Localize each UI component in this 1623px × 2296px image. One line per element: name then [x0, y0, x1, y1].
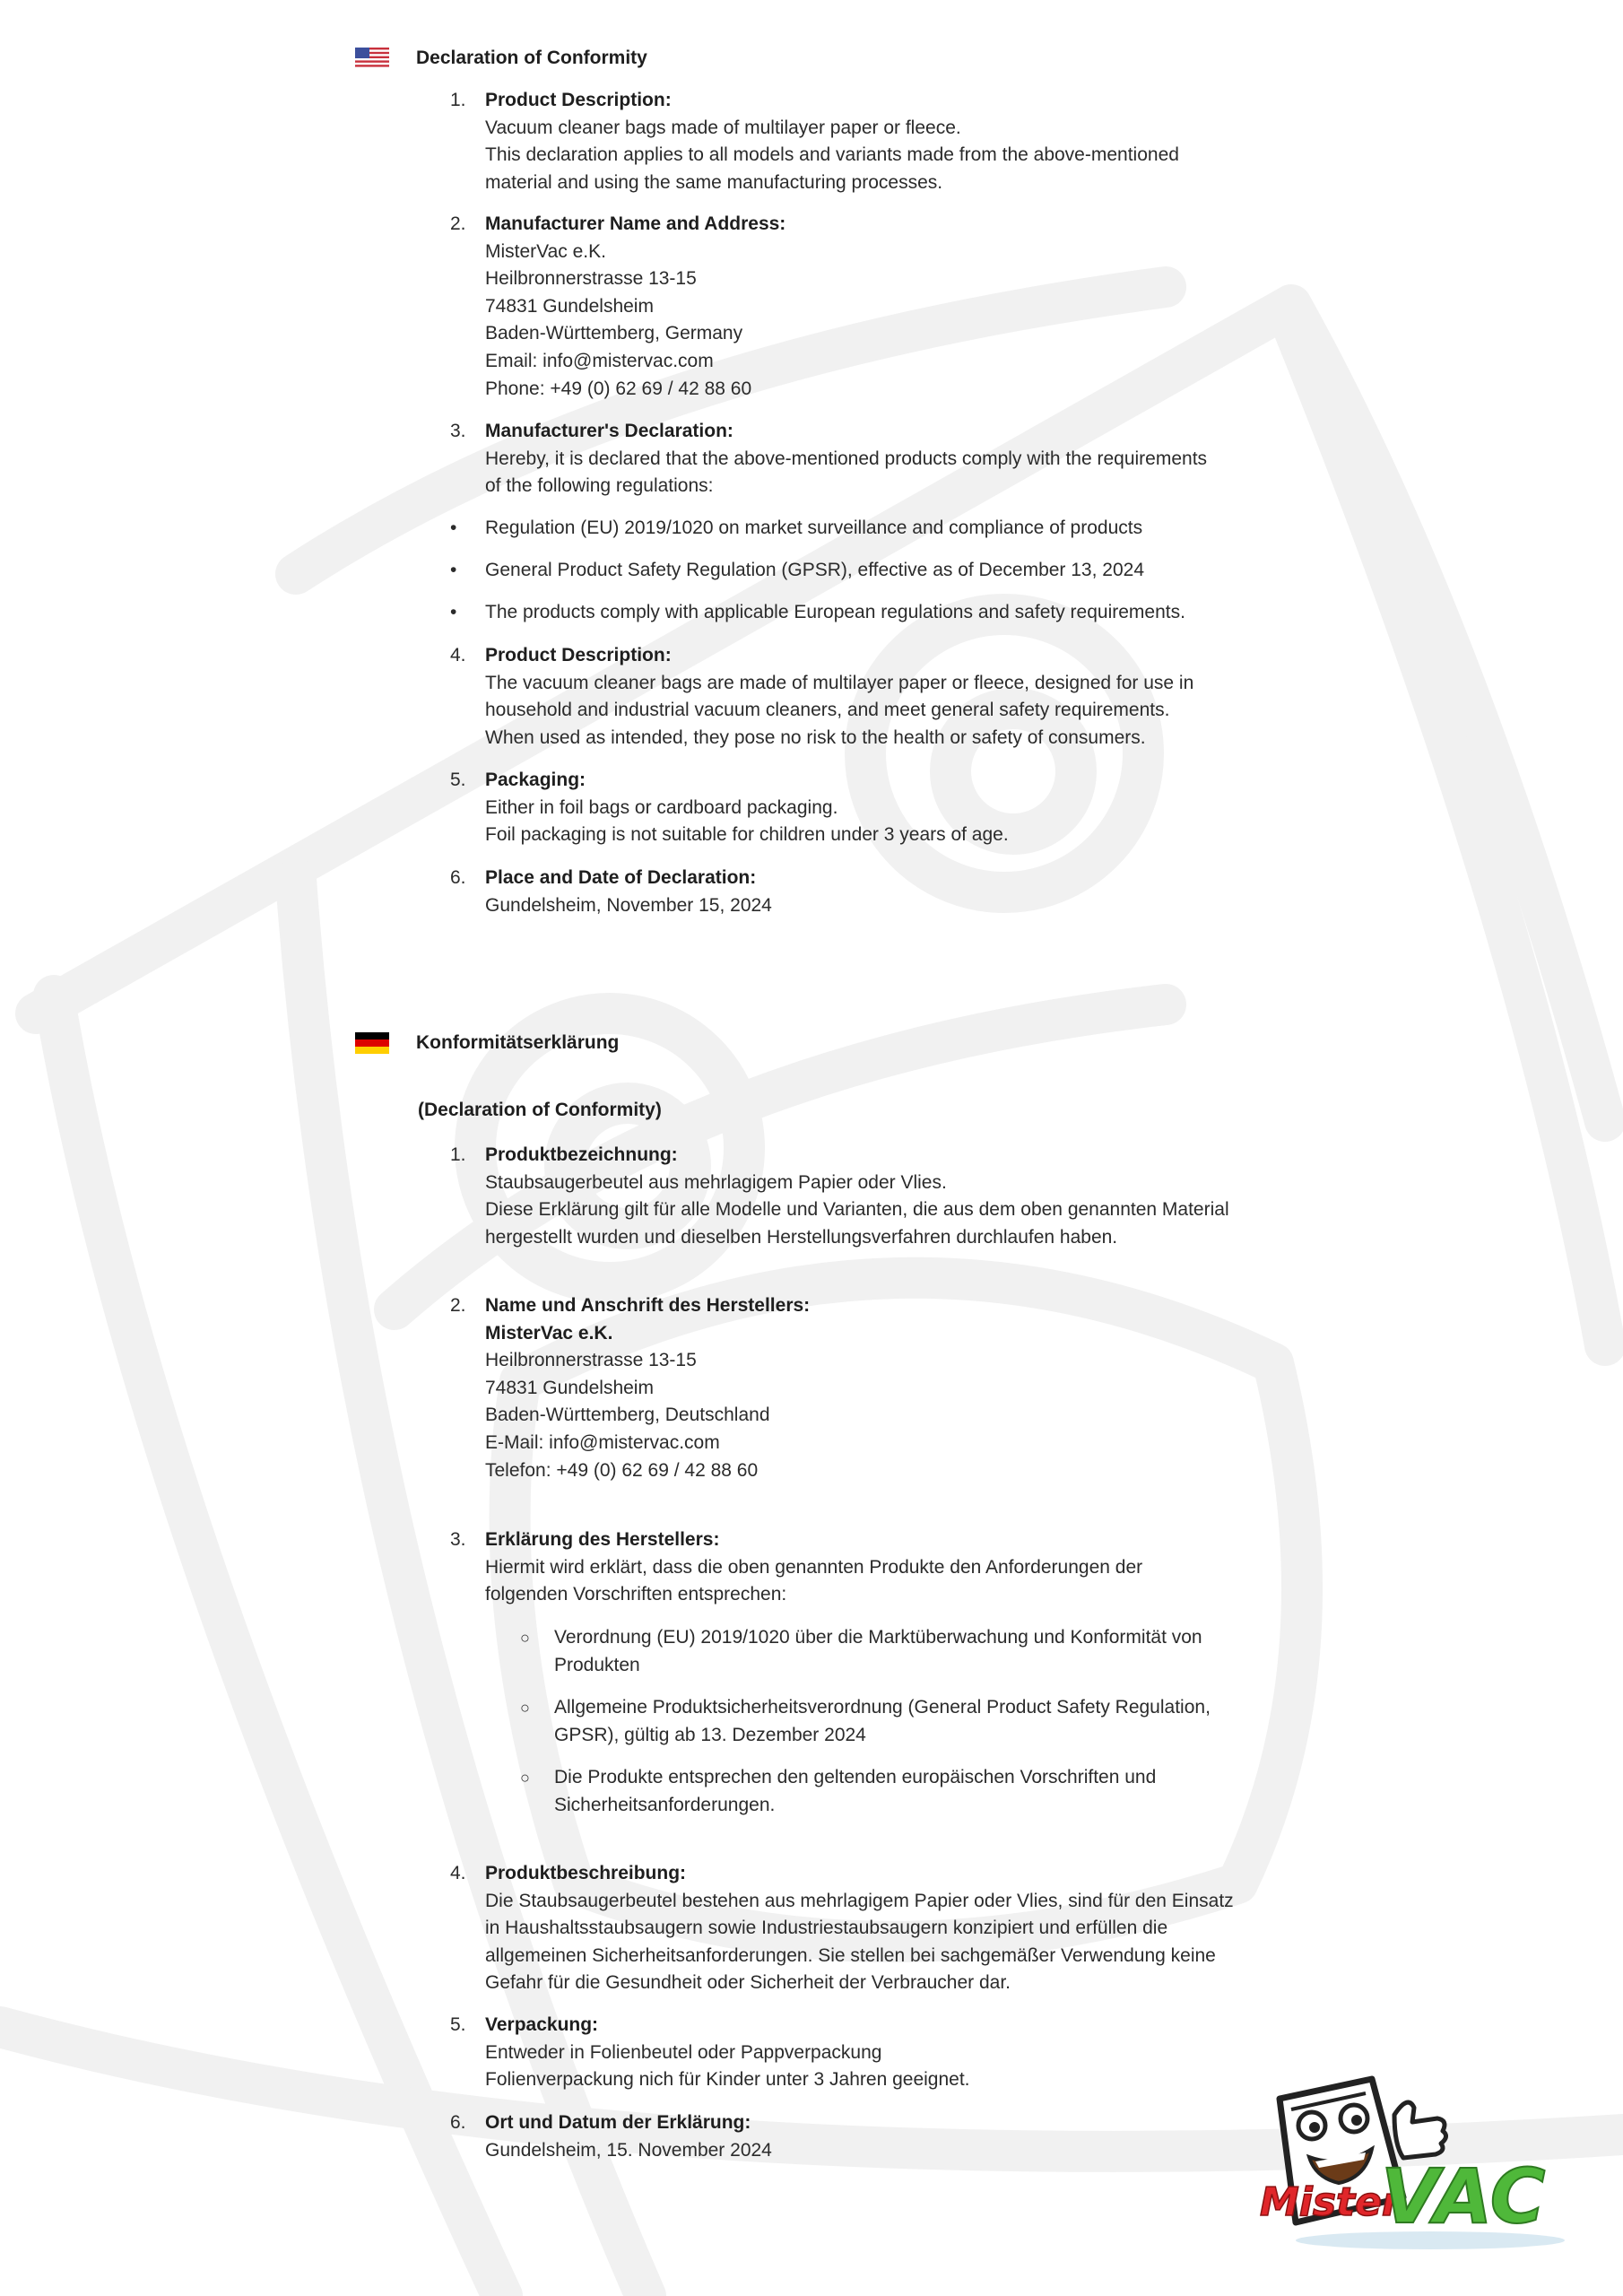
en-section-header	[355, 48, 647, 69]
en-title: Declaration of Conformity	[416, 48, 647, 68]
de-item-5: 5. Verpackung: Entweder in Folienbeutel oder Pappverpackung Folienverpackung nich für Kinder unter 3 Jahren geeignet.	[450, 2014, 970, 2091]
en-item-3: 3. Manufacturer's Declaration: Hereby, it is declared that the above-mentioned products comply with the requirements of the following regulations:	[450, 421, 1208, 497]
de-subbullet-2: ○ Allgemeine Produktsicherheitsverordnung (General Product Safety Regulation, GPSR), gültig ab 13. Dezember 2024	[520, 1697, 1211, 1745]
de-item-4: 4. Produktbeschreibung: Die Staubsaugerbeutel bestehen aus mehrlagigem Papier oder Vlies, sind für den Einsatz in Haushaltsstaubsaugern sowie Industriestaubsaugern konzipiert und erfüllen die allgemeinen Sicherheitsanforderungen. Sie stellen bei sachgemäßer Verwendung keine Gefahr für die Gesundheit oder Sicherheit der Verbraucher dar.	[450, 1863, 1234, 1994]
de-subbullet-1: ○ Verordnung (EU) 2019/1020 über die Marktüberwachung und Konformität von Produkten	[520, 1627, 1202, 1675]
de-item-6: 6. Ort und Datum der Erklärung: Gundelsheim, 15. November 2024	[450, 2112, 772, 2161]
de-item-3: 3. Erklärung des Herstellers: Hiermit wird erklärt, dass die oben genannten Produkte den Anforderungen der folgenden Vorschriften entsprechen:	[450, 1529, 1143, 1605]
en-item-5: 5. Packaging: Either in foil bags or cardboard packaging. Foil packaging is not suitable for children under 3 years of age.	[450, 770, 1009, 846]
de-title: Konformitätserklärung	[416, 1032, 620, 1053]
logo-text-vac: VAC	[1381, 2152, 1546, 2240]
en-item-4: 4. Product Description: The vacuum cleaner bags are made of multilayer paper or fleece, designed for use in household and industrial vacuum cleaners, and meet general safety requirements. When used as intended, they pose no risk to the health or safety of consumers.	[450, 645, 1194, 748]
de-item-1: 1. Produktbezeichnung: Staubsaugerbeutel aus mehrlagigem Papier oder Vlies. Diese Erklärung gilt für alle Modelle und Varianten, die aus dem oben genannten Material hergestellt wurden und dieselben Herstellungsverfahren durchlaufen haben.	[450, 1144, 1229, 1248]
en-bullet-1: • Regulation (EU) 2019/1020 on market surveillance and compliance of products	[450, 517, 1143, 538]
us-flag-icon	[355, 48, 389, 69]
en-item-6: 6. Place and Date of Declaration: Gundelsheim, November 15, 2024	[450, 867, 772, 916]
german-flag-icon	[355, 1032, 389, 1054]
logo-thumbs-up-icon	[1394, 2102, 1446, 2158]
logo-text-mister: Mister	[1260, 2179, 1402, 2225]
de-section-header	[355, 1032, 619, 1054]
en-item-1: 1. Product Description: Vacuum cleaner bags made of multilayer paper or fleece. This declaration applies to all models and variants made from the above-mentioned material and using the same manufacturing processes.	[450, 90, 1179, 193]
de-item-2: 2. Name und Anschrift des Herstellers: MisterVac e.K. Heilbronnerstrasse 13-15 74831 Gundelsheim Baden-Württemberg, Deutschland E-Mail: info@mistervac.com Telefon: +49 (0) 62 69 / 42 88 60	[450, 1295, 811, 1481]
de-subtitle: (Declaration of Conformity)	[418, 1100, 662, 1120]
de-subbullet-3: ○ Die Produkte entsprechen den geltenden europäischen Vorschriften und Sicherheitsanforderungen.	[520, 1767, 1157, 1815]
en-item-2: 2. Manufacturer Name and Address: MisterVac e.K. Heilbronnerstrasse 13-15 74831 Gundelsheim Baden-Württemberg, Germany Email: info@mistervac.com Phone: +49 (0) 62 69 / 42 88 60	[450, 213, 786, 399]
en-bullet-3: • The products comply with applicable European regulations and safety requirements.	[450, 602, 1185, 622]
mistervac-logo	[1260, 2063, 1569, 2260]
en-bullet-2: • General Product Safety Regulation (GPSR), effective as of December 13, 2024	[450, 560, 1144, 580]
